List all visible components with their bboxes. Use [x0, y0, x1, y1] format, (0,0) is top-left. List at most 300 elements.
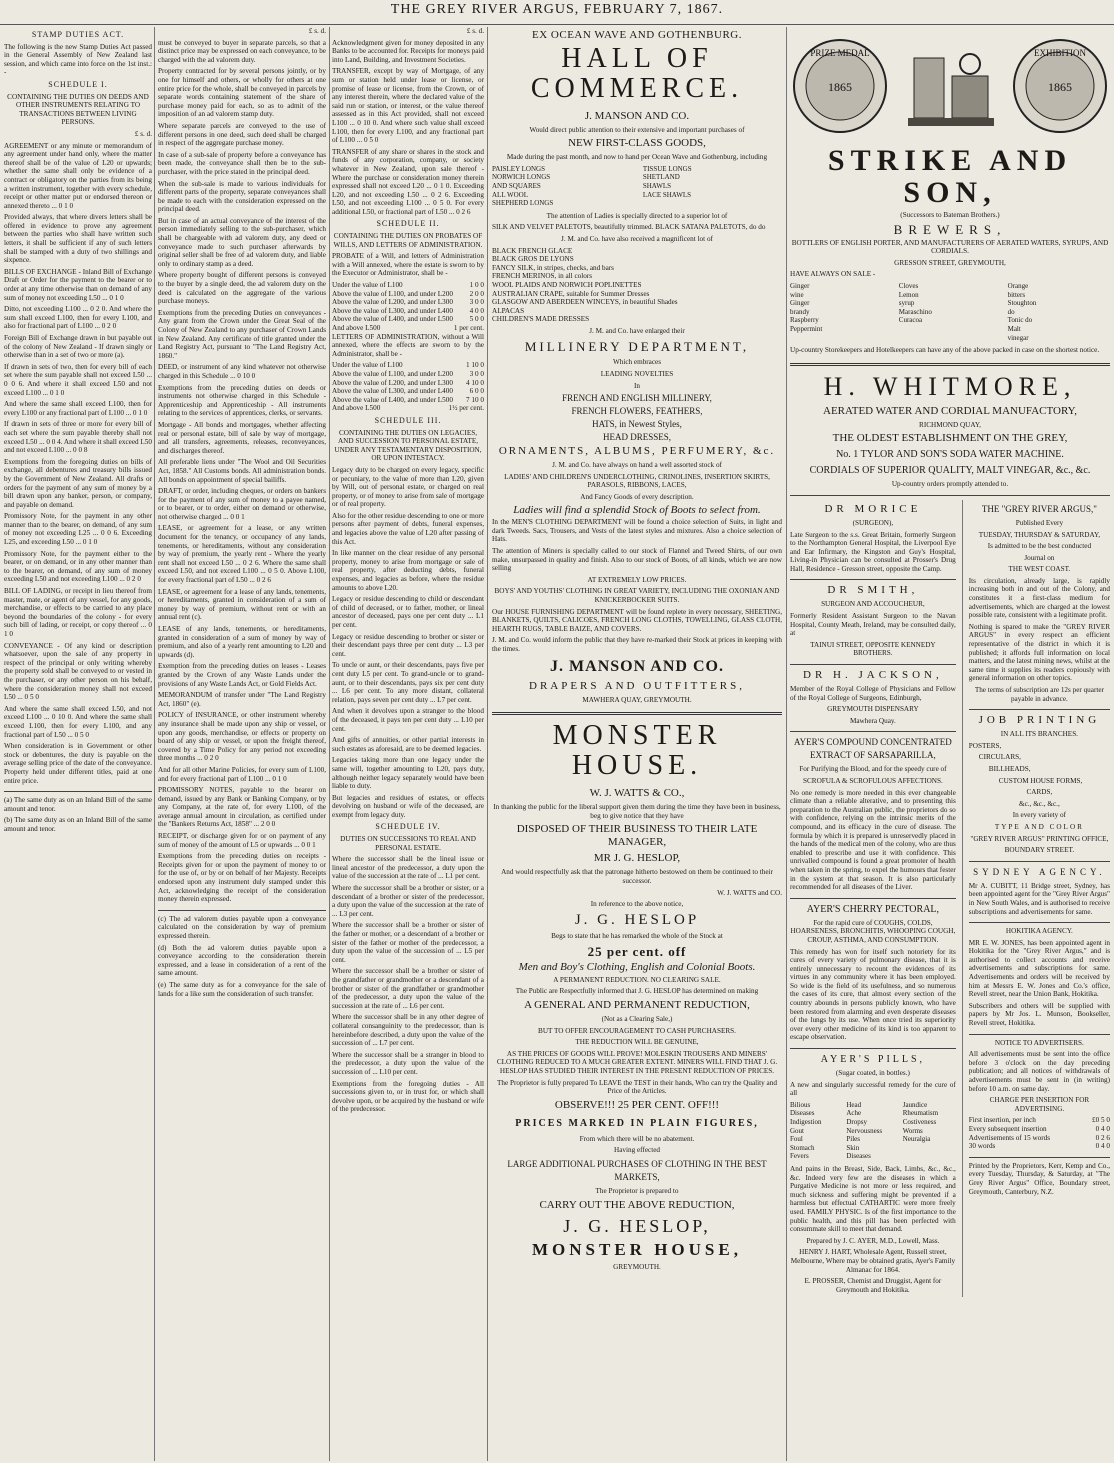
duty-paragraph: If drawn in sets of three or more for every bill of each set where the sum payable thereby shall not exceed L50 ... 0 0 4. And where it shall exceed L50 and not exceed L100 ... 0 0 8: [4, 420, 152, 455]
list-item: LACE SHAWLS: [642, 190, 692, 199]
ad-divider: [790, 898, 956, 899]
duty-paragraph: Where the successor shall be in any other degree of collateral consanguinity to the predecessor, than is hereinbefore described, a duty upon the value of the succession of ... L7 per cent.: [332, 1013, 484, 1048]
duty-paragraph: DRAFT, or order, including cheques, or orders on bankers for the payment of any sum of money to a payee named, or to bearer, or to order, either on demand or otherwise, not otherwise charged ... 0 0 1: [158, 487, 326, 521]
ad-line: SCROFULA & SCROFULOUS AFFECTIONS.: [802, 777, 943, 785]
doctor-title: (SURGEON),: [852, 518, 894, 527]
ad-divider: [790, 363, 1110, 366]
duty-paragraph: Foreign Bill of Exchange drawn in but payable out of the colony of New Zealand - If drawn singly or otherwise than in a set of two or more (a).: [4, 334, 152, 360]
ad-line: HAVE ALWAYS ON SALE -: [790, 270, 876, 279]
doctor-name: DR H. JACKSON,: [803, 669, 943, 682]
footnote-divider: [4, 791, 152, 792]
duty-paragraph: Exemptions from the foregoing duties - All successions given to, or in trust for, or which shall devolve upon, or be acquired by the husband or wife of the predecessor.: [332, 1079, 484, 1114]
ad-line: ORNAMENTS, ALBUMS, PERFUMERY, &c.: [498, 445, 776, 458]
imprint: Printed by the Proprietors, Kerr, Kemp and Co., every Tuesday, Thursday, & Saturday, at "The Grey River Argus" Office, Boundary street, Greymouth, Canterbury, N.Z.: [968, 1161, 1110, 1196]
duty-paragraph: Legacy or residue descending to brother or sister or their descendant pays three per cent duty ... L3 per cent.: [332, 632, 484, 658]
duty-paragraph: CONVEYANCE - Of any kind or description whatsoever, upon the sale of any property in respect of the principal or only writing whereby the property sold shall be conveyed to or vested in the purchaser, or any other person on his behalf, where the consideration money shall not exceed L50 ... 0 5 0: [4, 641, 152, 702]
millinery-heading: MILLINERY DEPARTMENT,: [524, 339, 750, 355]
ad-line: BOUNDARY STREET.: [1004, 846, 1075, 855]
seal-label: EXHIBITION: [1034, 48, 1086, 58]
whitmore-title: H. WHITMORE,: [823, 371, 1077, 401]
ad-line: Which embraces: [612, 358, 662, 367]
doctor-address: Mawhera Quay.: [849, 716, 896, 725]
ad-divider: [969, 861, 1110, 862]
list-item: Indigestion: [790, 1118, 822, 1126]
ad-headline: CORDIALS OF SUPERIOR QUALITY, MALT VINEGAR, &c., &c.: [809, 465, 1091, 477]
ad-paragraph: The attention of Miners is specially called to our stock of Flannel and Tweed Shirts, of our own make, unsurpassed in quality and finish. Also to our stock of Boots, of all kinds, which we are now selling: [492, 547, 782, 573]
duty-paragraph: DEED, or instrument of any kind whatever not otherwise charged in this Schedule ... 0 10 0: [158, 363, 326, 380]
duty-paragraph: Where the successor shall be a stranger in blood to the predecessor, a duty upon the value of the succession of ... L10 per cent.: [332, 1050, 484, 1076]
list-item: Piles: [846, 1135, 860, 1144]
ad-divider: [790, 495, 1110, 496]
duty-paragraph: Mortgage - All bonds and mortgages, whether affecting real or personal estate, bill of sale by way of mortgage, and all transfers, agreements, releases, reconveyances, and discharges thereof.: [158, 420, 326, 455]
firm-name: J. MANSON AND CO.: [550, 657, 724, 675]
prize-medal-seal-right: [1010, 36, 1110, 136]
duty-paragraph: Exemptions from the preceding duties on receipts - Receipts given for or upon the payment of money to or for the use of, or by or on behalf of her Majesty. Receipts endorsed upon any instrument duly stamped under this Act, acknowledging the receipt of the consideration money therein expressed.: [158, 852, 326, 904]
duty-paragraph: Ditto, not exceeding L100 ... 0 2 0. And where the sum shall exceed L100, then for every L100, and also for fractional part of L100 ... 0 2 0: [4, 305, 152, 331]
duty-paragraph: To uncle or aunt, or their descendants, pays five per cent duty L5 per cent. To grand-uncle or to grand-aunt, or to their descendants, pays six per cent duty ... L6 per cent. To any more distant, collateral relation, pays seven per cent duty ... L7 per cent.: [332, 661, 484, 704]
brewery-machine-engraving: [900, 36, 1000, 136]
prize-medal-seal-left: [790, 36, 890, 136]
rate-row: Above the value of L300, and under L400 4 0 0: [332, 306, 484, 315]
firm-address: GREYMOUTH.: [613, 1262, 661, 1271]
ad-line: HENRY J. HART, Wholesale Agent, Russell street, Melbourne, Where may be obtained gratis, Ayer's Family Almanac for 1864.: [790, 1248, 956, 1274]
signature: W. J. WATTS and CO.: [717, 888, 782, 897]
schedule-subtitle: DUTIES ON SUCCESSIONS TO REAL AND PERSONAL ESTATE.: [340, 835, 476, 852]
doctor-name: DR SMITH,: [827, 584, 919, 597]
schedule-subtitle: CONTAINING THE DUTIES ON DEEDS AND OTHER INSTRUMENTS RELATING TO TRANSACTIONS BETWEEN LIVING PERSONS.: [7, 92, 149, 127]
ad-line: And would respectfully ask that the patronage hitherto bestowed on them be continued to their successor.: [501, 868, 773, 885]
duty-paragraph: Also for the other residue descending to one or more persons after payment of debts, funeral expenses, and legacies above the value of L20 after passing of this Act.: [332, 511, 484, 546]
firm-address: MAWHERA QUAY, GREYMOUTH.: [582, 695, 692, 704]
ad-line: LEADING NOVELTIES: [600, 370, 674, 379]
schedule-subtitle: CONTAINING THE DUTIES ON PROBATES OF WILLS, AND LETTERS OF ADMINISTRATION.: [333, 232, 483, 249]
ad-line: Begs to state that he has remarked the whole of the Stock at: [551, 931, 723, 940]
ad-headline: THE OLDEST ESTABLISHMENT ON THE GREY,: [832, 432, 1068, 445]
rate-row: Above the value of L400, and under L500 7 10 0: [332, 395, 484, 404]
footnote-divider: [158, 910, 326, 911]
list-item: Foul Stomach: [790, 1135, 815, 1152]
duty-paragraph: Property contracted for by several persons jointly, or by one for himself and others, or wholly for others at one entire price for the whole, shall be conveyed in parcels by separate words containing statement of the share of purchase money paid for each, so as to admit of the imposition of an ad valorem stamp duty.: [158, 67, 326, 119]
ad-line: Would direct public attention to their extensive and important purchases of: [529, 125, 745, 134]
rate-row: Above the value of L100, and under L200 3 0 0: [332, 369, 484, 378]
list-item: Stoughton do: [1007, 299, 1037, 316]
ad-line: THE REDUCTION WILL BE GENUINE,: [575, 1038, 699, 1047]
ad-divider: [790, 731, 956, 732]
ad-line: For Purifying the Blood, and for the speedy cure of: [799, 765, 947, 774]
list-item: FANCY SILK, in stripes, checks, and bars: [492, 263, 614, 272]
list-item: Head Ache: [846, 1100, 862, 1118]
ailment-column: [846, 1101, 899, 1161]
ad-line: BOTTLERS OF ENGLISH PORTER, AND MANUFACTURERS OF AERATED WATERS, SYRUPS, AND CORDIALS.: [791, 238, 1109, 256]
heslop-name: J. G. HESLOP,: [563, 1215, 711, 1236]
ad-line: (Not as a Clearing Sale,): [601, 1015, 673, 1024]
ad-line: (Successors to Bateman Brothers.): [900, 211, 1000, 219]
duty-paragraph: Where property bought of different persons is conveyed to the buyer by a single deed, the ad valorem duty on the deed is calculated on the aggregate of the various purchase moneys.: [158, 271, 326, 306]
list-item: &c., &c., &c.,: [1019, 799, 1060, 808]
duty-paragraph: LETTERS OF ADMINISTRATION, without a Will annexed, where the effects are sworn to by the Administrator, shall be -: [332, 332, 484, 358]
ad-line: BUT TO OFFER ENCOURAGEMENT TO CASH PURCHASERS.: [538, 1026, 736, 1035]
hall-of-commerce-title: HALL OF COMMERCE.: [530, 42, 744, 104]
list-item: Raspberry: [790, 316, 819, 325]
list-item: BLACK GROS DE LYONS: [492, 255, 574, 264]
heslop-name: J. G. HESLOP: [574, 911, 700, 928]
duty-paragraph: must be conveyed to buyer in separate parcels, so that a distinct price may be expressed on each conveyance, to be charged with the ad valorem duty.: [158, 38, 326, 64]
ad-line: RICHMOND QUAY,: [919, 420, 981, 429]
ad-line: Published Every: [1015, 518, 1064, 527]
duty-paragraph: Legacy or residue descending to child or descendant of child of deceased, or to father, mother, or lineal ancestor of deceased, pays one per cent duty ... L1 per cent.: [332, 595, 484, 629]
schedule-title: SCHEDULE II.: [376, 219, 440, 229]
list-item: Costiveness: [902, 1118, 937, 1126]
goods-list: [492, 165, 782, 208]
duty-paragraph: Where the successor shall be a brother or sister, or a descendant of a brother or sister of the predecessor, a duty upon the value of the succession at the rate of ... L3 per cent.: [332, 884, 484, 918]
ad-line: LADIES' AND CHILDREN'S UNDERCLOTHING, CRINOLINES, INSERTION SKIRTS, PARASOLS, RIBBONS, LACES,: [504, 472, 770, 490]
ad-line: HATS, in Newest Styles,: [592, 419, 682, 430]
ad-paragraph: MR E. W. JONES, has been appointed agent in Hokitika for the "Grey River Argus," and is authorised to collect accounts and receive advertisements and subscriptions for same. Advertisements and orders will be received by him at Messrs E. W. Jones and Co.'s office, Revell street, near the Union Bank, Hokitika.: [968, 938, 1110, 999]
ad-line: AT EXTREMELY LOW PRICES.: [587, 575, 687, 584]
rate-row: First insertion, per inch £0 5 0: [968, 1116, 1110, 1125]
seal-year: 1865: [1048, 80, 1072, 94]
medicine-title: AYER'S COMPOUND CONCENTRATED EXTRACT OF SARSAPARILLA,: [793, 737, 952, 761]
ad-line: J. M. and Co. have always on hand a well assorted stock of: [552, 461, 722, 470]
ad-divider: [969, 1034, 1110, 1035]
duty-paragraph: All preferable liens under "The Wool and Oil Securities Act, 1858." All Customs bonds. All administration bonds. All bonds on appointment of special bailiffs.: [158, 458, 326, 484]
ad-headline: AERATED WATER AND CORDIAL MANUFACTORY,: [823, 404, 1077, 417]
list-item: BILLHEADS,: [988, 764, 1031, 773]
list-item: BLACK FRENCH GLACE: [492, 246, 573, 255]
duty-paragraph: Promissory Note, for the payment either to the bearer, or on demand, or in any other manner than to the bearer, on demand, of any sum of money exceeding L50 and not exceeding L100 ... 0 2 0: [4, 549, 152, 584]
list-item: WOOL PLAIDS AND NORWICH POPLINETTES: [492, 280, 642, 289]
duty-paragraph: But in case of an actual conveyance of the interest of the person immediately selling to the sub-purchaser, which shall be chargeable with ad valorem duty, any deed or conveyance made to such purchaser afterwards by original seller shall be free of ad valorem duty, and liable only to ordinary stamp as a deed.: [158, 216, 326, 268]
ad-line: Up-country orders promptly attended to.: [891, 480, 1009, 489]
duty-paragraph: TRANSFER of any share or shares in the stock and funds of any corporation, company, or society whatever in New Zealand, upon sale thereof - Where the purchase or consideration money therein expressed shall not exceed L20 ... 0 1 0. Exceeding L20, and not exceeding L50 ... 0 2 6. Exceeding L50, and not exceeding L100 ... 0 5 0. For every additional L50, or fractional part of L50 ... 0 2 6: [332, 147, 484, 216]
duty-paragraph: Provided always, that where divers letters shall be offered in evidence to prove any agreement between the parties who shall have written such letters, it shall be sufficient if any of such letters shall be stamped with a duty of two shillings and sixpence.: [4, 213, 152, 265]
ad-line: The Proprietor is fully prepared To LEAVE the TEST in their hands, Who can try the Quality and Price of the Articles.: [497, 1078, 777, 1096]
duty-paragraph: And where the same shall exceed L50, and not exceed L100 ... 0 10 0. And where the same shall exceed L100, then for every L100, and any fractional part of L50 ... 0 5 0: [4, 704, 152, 739]
rate-row: Every subsequent insertion 0 4 0: [968, 1124, 1110, 1133]
goods-list-right: [643, 165, 782, 208]
ad-paragraph: Member of the Royal College of Physicians and Fellow of the Royal College of Surgeons, Edinburgh,: [790, 685, 956, 702]
list-item: Fevers: [790, 1152, 809, 1161]
duty-paragraph: If drawn in sets of two, then for every bill of each set where the sum payable shall not exceed L50 ... 0 0 6. And where it shall exceed L50 and not exceed L100 ... 0 1 0: [4, 362, 152, 397]
list-item: Ginger brandy: [790, 299, 810, 316]
list-item: POSTERS,: [968, 741, 1002, 750]
duty-paragraph: And for all other Marine Policies, for every sum of L100, and for every fractional part of L100 ... 0 1 0: [158, 765, 326, 783]
rate-row: 30 words 0 4 0: [968, 1142, 1110, 1151]
list-item: ALPACAS: [492, 306, 525, 315]
medicine-title: AYER'S CHERRY PECTORAL,: [806, 903, 940, 915]
list-item: NORWICH LONGS AND SQUARES: [492, 173, 551, 190]
ad-line: From which there will be no abatement.: [579, 1134, 695, 1143]
list-item: TISSUE LONGS: [642, 164, 692, 173]
rate-row: Above the value of L200, and under L300 3 0 0: [332, 298, 484, 307]
ad-paragraph: Subscribers and others will be supplied with papers by Mr Jos. L. Munson, Bookseller, Revell street, Hokitika.: [968, 1001, 1110, 1028]
list-item: PAISLEY LONGS: [492, 164, 545, 173]
ad-line: In every variety of: [1012, 811, 1067, 820]
ad-line: The Public are Respectfully informed that J. G. HESLOP has determined on making: [515, 987, 759, 996]
duty-paragraph: MEMORANDUM of transfer under "The Land Registry Act, 1860" (e).: [158, 691, 326, 708]
ad-line: The Proprietor is prepared to: [595, 1187, 679, 1195]
ad-line: (Sugar coated, in bottles.): [835, 1069, 910, 1078]
list-item: Malt vinegar: [1007, 324, 1029, 342]
duty-paragraph: Acknowledgment given for money deposited in any Banks to be accounted for. Receipts for moneys paid into Land, Building, and Investment Societies.: [332, 38, 484, 64]
duty-paragraph: In like manner on the clear residue of any personal property, money to arise from mortgage or sale of real property, after deducting debts, funeral expenses, and legacies as before, where the residue amounts to above L20.: [332, 549, 484, 592]
duty-paragraph: Exemptions from the foregoing duties on bills of exchange, all debentures and treasury bills issued by the Government of New Zealand. All drafts or orders for the payment of any sum of money by a bill drawn upon any banker, person, or company, and payable on demand.: [4, 457, 152, 509]
duty-paragraph: LEASE, or agreement for a lease of any lands, tenements, or hereditaments, granted in consideration of a sum of money by way of premium, without rent or with an annual rent (c).: [158, 587, 326, 622]
rate-row: And above L500 1 per cent.: [332, 324, 484, 332]
list-item: Jaundice: [902, 1100, 928, 1109]
ad-headline: LARGE ADDITIONAL PURCHASES OF CLOTHING IN THE BEST MARKETS,: [507, 1159, 767, 1182]
duty-paragraph: Legacies taking more than one legacy under the same will, together amounting to L20, pays duty, although neither legacy separately would have been liable to duty.: [332, 756, 484, 791]
duty-paragraph: Where the successor shall be the lineal issue or lineal ancestor of the predecessor, a duty upon the value of the succession at the rate of ... L1 per cent.: [332, 855, 484, 881]
administration-rates: [332, 361, 484, 413]
ad-headline: DISPOSED OF THEIR BUSINESS TO THEIR LATE MANAGER,: [516, 823, 758, 849]
fabrics-list: [492, 247, 782, 324]
duty-paragraph: Where the successor shall be a brother or sister of the grandfather or grandmother or a descendant of a brother or sister of the grandfather or grandmother of the predecessor, a duty upon the value of the succession at the rate of ... L6 per cent.: [332, 967, 484, 1010]
ad-headline: A GENERAL AND PERMANENT REDUCTION,: [524, 999, 750, 1012]
doctor-address: TAINUI STREET, OPPOSITE KENNEDY BROTHERS.: [810, 640, 936, 658]
ad-line: In reference to the above notice,: [590, 900, 684, 909]
clothing-line: Men and Boy's Clothing, English and Colonial Boots.: [518, 961, 756, 974]
ad-line: J. M. and Co. have enlarged their: [589, 326, 685, 335]
list-item: Maraschino: [898, 307, 932, 316]
schedule-title: SCHEDULE I.: [48, 79, 108, 89]
column-brewers-and-notices: [790, 27, 1110, 1461]
ad-headline: No. 1 TYLOR AND SON'S SODA WATER MACHINE.: [836, 449, 1064, 461]
doctor-title: SURGEON AND ACCOUCHEUR,: [821, 600, 925, 609]
ad-paragraph: Mr A. CUBITT, 11 Bridge street, Sydney, has been appointed agent for the "Grey River Argus" in New South Wales, and is authorised to receive subscriptions and advertisements for same.: [968, 881, 1110, 916]
ad-divider: [969, 709, 1110, 710]
rate-row: Under the value of L100 1 10 0: [332, 361, 484, 370]
list-item: ALL WOOL SHEPHERD LONGS: [492, 190, 554, 208]
ad-paragraph: Formerly Resident Assistant Surgeon to the Navan Hospital, County Meath, Ireland, may be consulted daily, at: [790, 612, 956, 638]
prize-logos: [790, 27, 1110, 145]
ad-paragraph: Late Surgeon to the s.s. Great Britain, formerly Surgeon to the Northampton General Hospital, the Liverpool Eye and Ear Infirmary, the Kingston and Guy's Hospital, Living-in Physician can be consulted at Prosser's Drug Hall, Residence - Gresson street, opposite the Camp.: [790, 530, 956, 573]
duty-paragraph: Where separate parcels are conveyed to the use of different persons in one deed, such deed shall be charged in respect of the aggregate purchase money.: [158, 121, 326, 148]
duty-paragraph: Exemptions from the preceding Duties on conveyances - Any grant from the Crown under the Great Seal of the Colony of New Zealand to any purchaser of Crown Lands in New Zealand. Any certificate of title granted under the Land Registry Act, pursuant to "The Land Registry Act, 1860.": [158, 308, 326, 360]
masthead: [0, 2, 1114, 25]
schedule-title: SCHEDULE IV.: [375, 822, 441, 832]
ailment-list: [790, 1101, 956, 1161]
ad-paragraph: Nothing is spared to make the "GREY RIVER ARGUS" in every respect an efficient representative of the district in which it is published; it affords full information on local matters, and the latest mining news, whilst at the same time it supplies its readers copiously with general information on other topics.: [968, 622, 1110, 683]
ad-paragraph: All advertisements must be sent into the office before 3 o'clock on the day preceding publication; and all notices of withdrawals of advertisements must be sent in (in writing) before 10 a.m. on same day.: [968, 1050, 1110, 1093]
duty-paragraph: And gifts of annuities, or other partial interests in such estates as aforesaid, are to be deemed legacies.: [332, 736, 484, 753]
schedule-title: SCHEDULE III.: [374, 415, 442, 425]
product-list-column: [790, 282, 892, 342]
notice-title: NOTICE TO ADVERTISERS.: [994, 1038, 1084, 1047]
ad-line: J. M. and Co. have also received a magnificent lot of: [561, 234, 713, 243]
column-rule: [786, 27, 787, 1461]
firm-name: W. J. WATTS & CO.,: [589, 787, 685, 800]
duty-paragraph: When consideration is in Government or other stock or debentures, the duty is payable on the average selling price of the date of the conveyance. Property held under different titles, paid at one entire price.: [4, 742, 152, 785]
duty-paragraph: RECEIPT, or discharge given for or on payment of any sum of money of the amount of L5 or upwards ... 0 0 1: [158, 832, 326, 849]
rate-row: Above the value of L300, and under L400 6 0 0: [332, 387, 484, 396]
ad-line: Made during the past month, and now to hand per Ocean Wave and Gothenburg, including: [506, 153, 768, 162]
list-item: Skin Diseases: [846, 1143, 871, 1161]
notice-title: HOKITIKA AGENCY.: [1005, 927, 1073, 936]
ad-headline: BREWERS,: [893, 221, 1007, 237]
ad-line: "GREY RIVER ARGUS" PRINTING OFFICE,: [970, 834, 1109, 843]
notice-title: THE "GREY RIVER ARGUS,": [981, 503, 1097, 514]
duty-paragraph: POLICY of INSURANCE, or other instrument whereby any insurance shall be made upon any ship or vessel, or upon any goods, merchandise, or effects or property on board of any ship or vessel, or upon the freight thereof, covered by a Time Policy for any period not exceeding three months ... 0 2 0: [158, 711, 326, 763]
duty-paragraph: In case of a sub-sale of property before a conveyance has been made, the conveyance shall then be to the sub-purchaser, with the price stated in the principal deed.: [158, 150, 326, 176]
ad-divider: [790, 1048, 956, 1049]
ad-line: HEAD DRESSES,: [602, 432, 671, 443]
ad-paragraph: And pains in the Breast, Side, Back, Limbs, &c., &c., &c. Indeed very few are the diseases in which a Purgative Medicine is not more or less required, and much sickness and suffering might be prevented if a harmless but effectual CATHARTIC were more freely used. FAMILY PHYSIC. Is of the first importance to the public health, and this pill has been perfected with consummate skill to meet that demand.: [790, 1164, 956, 1234]
ad-paragraph: In the MEN'S CLOTHING DEPARTMENT will be found a choice selection of Suits, in light and dark Tweeds. Sacs, Trousers, and Vests of the latest styles and mixtures. Also a choice selection of Hats.: [492, 518, 782, 544]
list-item: SHETLAND SHAWLS: [642, 173, 680, 190]
duty-paragraph: When the sub-sale is made to various individuals for different parts of the property, separate conveyances shall be made to each with the consideration expressed on the principal deed.: [158, 179, 326, 214]
list-item: FRENCH MERINOS, in all colors: [492, 272, 593, 281]
rate-row: Above the value of L400, and under L500 5 0 0: [332, 315, 484, 324]
duty-paragraph: PROBATE of a Will, and letters of Administration with a Will annexed, where the estate is sworn to by the Executor or Administrator, shall be -: [332, 252, 484, 278]
footnote: (a) The same duty as on an Inland Bill of the same amount and tenor.: [4, 796, 152, 813]
duty-paragraph: And where the same shall exceed L100, then for every L100 or any fractional part of L100 ... 0 1 0: [4, 400, 152, 417]
ad-line: TUESDAY, THURSDAY & SATURDAY,: [978, 530, 1101, 539]
rate-row: Above the value of L200, and under L300 4 10 0: [332, 378, 484, 387]
list-item: Orange bitters: [1007, 281, 1029, 299]
list-item: Dropsy: [846, 1118, 867, 1126]
ad-headline: PRICES MARKED IN PLAIN FIGURES,: [515, 1117, 759, 1129]
list-item: Cloves: [898, 281, 919, 290]
medicine-title: AYER'S PILLS,: [820, 1054, 926, 1066]
ad-paragraph: J. M. and Co. would inform the public that they have re-marked their Stock at prices in keeping with the times.: [492, 636, 782, 653]
ad-divider: [492, 712, 782, 715]
ad-line: The attention of Ladies is specially directed to a superior lot of: [546, 211, 728, 220]
list-item: CHILDREN'S MADE DRESSES: [492, 315, 590, 324]
ad-line: FRENCH AND ENGLISH MILLINERY,: [562, 393, 712, 404]
seal-label: PRIZE MEDAL: [810, 48, 870, 58]
column-schedules: [332, 27, 484, 1461]
ad-line: In: [634, 381, 640, 390]
list-item: CUSTOM HOUSE FORMS,: [998, 776, 1083, 785]
list-item: Rheumatism: [902, 1109, 939, 1118]
column-rule: [487, 27, 488, 1461]
ad-paragraph: This remedy has won for itself such notoriety for its cures of every variety of pulmonary disease, that it is entirely unnecessary to recount the evidences of its virtues in any community where it has been employed. So wide is the field of its usefulness, and so numerous the cases of its cure, that almost every section of the country abounds in persons publicly known, who have been restored from alarming and even desperate diseases of the lungs by its use. When once tried its superiority over every other medicine of its kind is too apparent to escape observation.: [790, 947, 956, 1042]
list-item: CIRCULARS,: [978, 753, 1021, 762]
duty-paragraph: AGREEMENT or any minute or memorandum of any agreement under hand only, where the matter thereof shall be of the value of L20 or upwards; whether the same shall only be evidence of a contract or obligatory on the parties from its being a written instrument, together with every schedule, receipt or other matter put or endorsed thereon or annexed thereto ... 0 1 0: [4, 141, 152, 210]
doctor-name: DR MORICE: [824, 502, 922, 515]
ad-line: FRENCH FLOWERS, FEATHERS,: [571, 406, 703, 417]
argus-notices-column: [962, 500, 1110, 1297]
ailment-column: [790, 1101, 843, 1161]
duty-paragraph: But legacies and residues of estates, or effects devolving on husband or wife of the deceased, are exempt from legacy duty.: [332, 793, 484, 819]
duty-paragraph: BILLS OF EXCHANGE - Inland Bill of Exchange Draft or Order for the payment to the bearer or to order at any time otherwise than on demand of any sum of money not exceeding L50 ... 0 1 0: [4, 267, 152, 302]
ad-headline: NEW FIRST-CLASS GOODS,: [568, 137, 706, 150]
ad-line: SILK AND VELVET PALETOTS, beautifully trimmed. BLACK SATANA PALETOTS, do do: [492, 223, 766, 232]
ad-line: For the rapid cure of COUGHS, COLDS, HOARSENESS, BRONCHITIS, WHOOPING COUGH, CROUP, ASTHMA, AND CONSUMPTION.: [790, 918, 956, 944]
ad-line: Journal on: [1024, 553, 1055, 562]
notice-title: SYDNEY AGENCY.: [973, 866, 1106, 877]
rate-row: Advertisements of 15 words 0 2 6: [968, 1133, 1110, 1142]
ad-divider: [790, 579, 956, 580]
duty-paragraph: Exemptions from the preceding duties on deeds or instruments not otherwise charged in this Schedule - Apprenticeship and Apprenticeship - All instruments relating to the services of apprentices, clerks, or servants.: [158, 383, 326, 418]
ad-paragraph: No one remedy is more needed in this ever changeable climate than a reliable alterative, and to presenting this preparation to the Australian public, the proprietors do so with confidence, relying on the intrinsic merits of the compound, and its efficacy in the cure of disease. The formula by which it is prepared is unreservedly placed in the hands of the medical men of the colony, who are thus enabled to prescribe and use it with confidence. This unrivalled compound is found a great promoter of health when taken in the spring, to expel the humours that fester in the system at that season. It is also particularly recommended for all diseases of the Liver.: [790, 788, 956, 892]
list-item: GLASGOW AND ABERDEEN WINCEYS, in beautiful Shades: [492, 298, 678, 307]
ad-line: Is admitted to be the best conducted: [987, 542, 1092, 551]
ad-divider: [969, 1157, 1110, 1158]
advertising-rates: [969, 1116, 1110, 1150]
manager-name: MR J. G. HESLOP,: [593, 852, 681, 865]
ad-line: And Fancy Goods of every description.: [580, 493, 694, 502]
list-item: Tonic do: [1007, 316, 1033, 325]
ad-divider: [790, 664, 956, 665]
masthead-title: THE GREY RIVER ARGUS, FEBRUARY 7, 1867.: [390, 2, 724, 17]
ad-line: Prepared by J. C. AYER, M.D., Lowell, Mass.: [806, 1236, 940, 1245]
ad-line: TYPE AND COLOR: [994, 822, 1084, 831]
duty-paragraph: LEASE of any lands, tenements, or hereditaments, granted in consideration of a sum of money by way of premium, and also of a yearly rent amounting to L20 and upwards (d).: [158, 625, 326, 659]
footnote: (c) The ad valorem duties payable upon a conveyance calculated on the consideration by way of premium expressed therein.: [158, 914, 326, 940]
ad-line: A new and singularly successful remedy for the cure of all: [790, 1080, 956, 1098]
money-column-head: £ s. d.: [134, 129, 152, 138]
list-item: Gout: [790, 1126, 804, 1135]
ailment-column: [903, 1101, 956, 1161]
list-item: Bilious Diseases: [790, 1100, 815, 1118]
footnote: (e) The same duty as for a conveyance for the sale of lands for a like sum the consideration of such transfer.: [158, 980, 326, 998]
column-stamp-duties: [4, 27, 152, 1461]
list-item: Worms: [902, 1126, 923, 1135]
notice-title: JOB PRINTING: [978, 714, 1101, 727]
ad-line: The terms of subscription are 12s per quarter payable in advance.: [974, 686, 1104, 703]
footnote: (d) Both the ad valorem duties payable upon a conveyance according to the consideration therein expressed, and a lease in consideration of a rent of the same amount.: [158, 943, 326, 978]
duty-paragraph: Exemption from the preceding duties on leases - Leases granted by the Crown of any Waste Lands under the provisions of any Waste Lands Act, or Gold Fields Act.: [158, 662, 326, 688]
ad-line: A PERMANENT REDUCTION. NO CLEARING SALE.: [553, 975, 721, 984]
list-item: Peppermint: [790, 324, 823, 333]
list-item: AUSTRALIAN CRAPE, suitable for Summer Dresses: [492, 289, 650, 298]
duty-paragraph: TRANSFER, except by way of Mortgage, of any sum or station held under lease or license, or promise of lease or license, from the Crown, or of any interest therein, where the declared value of the said run or station, or interest, or the value thereof assessed as in this Act provided, shall not exceed L100 ... 0 10 0. And where such value shall exceed L100, then for every L100, and any fractional part of L100 ... 0 5 0: [332, 67, 484, 145]
product-list-column: [1008, 282, 1110, 342]
duty-paragraph: LEASE, or agreement for a lease, or any written document for the tenancy, or occupancy of any lands, tenements, or hereditaments, without any consideration by way of premium, the yearly rent - Where the yearly rent shall not exceed L50 ... 0 2 6. Where the same shall exceed L50, and not exceed L100 ... 0 5 0. Above L100, for every fractional part of L50 ... 0 2 6: [158, 524, 326, 585]
footnote: (b) The same duty as on an Inland Bill of the same amount and tenor.: [4, 816, 152, 833]
lower-columns: [790, 500, 1110, 1297]
column-drapery-adverts: [492, 27, 782, 1461]
list-item: Neuralgia: [902, 1135, 931, 1144]
seal-year: 1865: [828, 80, 852, 94]
firm-name: J. MANSON AND CO.: [584, 109, 690, 122]
medical-column: [790, 500, 956, 1297]
duty-paragraph: BILL OF LADING, or receipt in lieu thereof from master, mate, or agent of any vessel, for any goods, merchandise, or effects to be carried to any place beyond the boundaries of the colony - for every such bill of lading, or receipt, or copy thereof ... 0 1 0: [4, 587, 152, 638]
article-intro: The following is the new Stamp Duties Act passed in the General Assembly of New Zealand last session, and which came into force on the 1st inst.: -: [4, 42, 152, 77]
discount: 25 per cent. off: [587, 944, 687, 960]
ad-divider: [969, 922, 1110, 923]
list-item: Nervousness: [846, 1126, 883, 1135]
strike-and-son-title: STRIKE AND SON,: [827, 144, 1073, 209]
duty-paragraph: Where the successor shall be a brother or sister of the father or mother, or a descendant of a brother or sister of the father or mother of the predecessor, a duty upon the value of the succession of ... L5 per cent.: [332, 921, 484, 964]
duty-paragraph: PROMISSORY NOTES, payable to the bearer on demand, issued by any Bank or Banking Company, or by any Company, at the rate of, for every L100, of the average annual amount in circulation, as certified under the "Bankers Returns Act, 1858" ... 2 0 0: [158, 786, 326, 829]
rate-row: Above the value of L100, and under L200 2 0 0: [332, 289, 484, 298]
list-item: CARDS,: [1026, 788, 1053, 797]
doctor-address: GREYMOUTH DISPENSARY: [827, 705, 919, 714]
duty-paragraph: And when it devolves upon a stranger to the blood of the deceased, it pays ten per cent duty ... L10 per cent.: [332, 707, 484, 733]
ad-line: Having effected: [614, 1146, 660, 1155]
money-column-head: £ s. d.: [466, 27, 484, 35]
monster-house-title: MONSTER HOUSE.: [552, 720, 722, 782]
product-list-column: [899, 282, 1001, 342]
ad-line: BOYS' AND YOUTHS' CLOTHING IN GREAT VARIETY, INCLUDING THE OXONIAN AND KNICKERBOCKER SUITS.: [494, 587, 780, 604]
firm-trade: DRAPERS AND OUTFITTERS,: [529, 679, 745, 692]
ad-line: In thanking the public for the liberal support given them during the time they have been in business, beg to give notice that they have: [493, 803, 781, 820]
ad-line: E. PROSSER, Chemist and Druggist, Agent for Greymouth and Hokitika.: [804, 1277, 942, 1294]
monster-house-footer: MONSTER HOUSE,: [532, 1239, 742, 1259]
column-rule: [154, 27, 155, 1461]
ad-paragraph: Our HOUSE FURNISHING DEPARTMENT will be found replete in every necessary, SHEETING, BLANKETS, QUILTS, CALICOES, FRENCH LONG CLOTHS, TOWELLING, GLASS CLOTH, HEARTH RUGS, TABLE BAIZE, AND COVERS.: [492, 607, 782, 633]
ad-line: IN ALL ITS BRANCHES.: [1000, 730, 1078, 739]
ad-line: AS THE PRICES OF GOODS WILL PROVE! MOLESKIN TROUSERS AND MINERS' CLOTHING REDUCED TO A MUCH GREATER EXTENT. MINERS WILL FIND THAT J. G. HESLOP HAS STUDIED THEIR INTEREST IN THE PRESENT REDUCTION OF PRICES.: [496, 1049, 778, 1076]
schedule-subtitle: CONTAINING THE DUTIES ON LEGACIES, AND SUCCESSION TO PERSONAL ESTATE, UNDER ANY TESTAMENTARY DISPOSITION, OR UPON INTESTACY.: [334, 428, 482, 463]
observe-line: OBSERVE!!! 25 PER CENT. OFF!!!: [554, 1098, 720, 1111]
list-item: Curacoa: [898, 316, 923, 325]
goods-list-left: [492, 165, 631, 208]
money-column-head: £ s. d.: [308, 27, 326, 35]
